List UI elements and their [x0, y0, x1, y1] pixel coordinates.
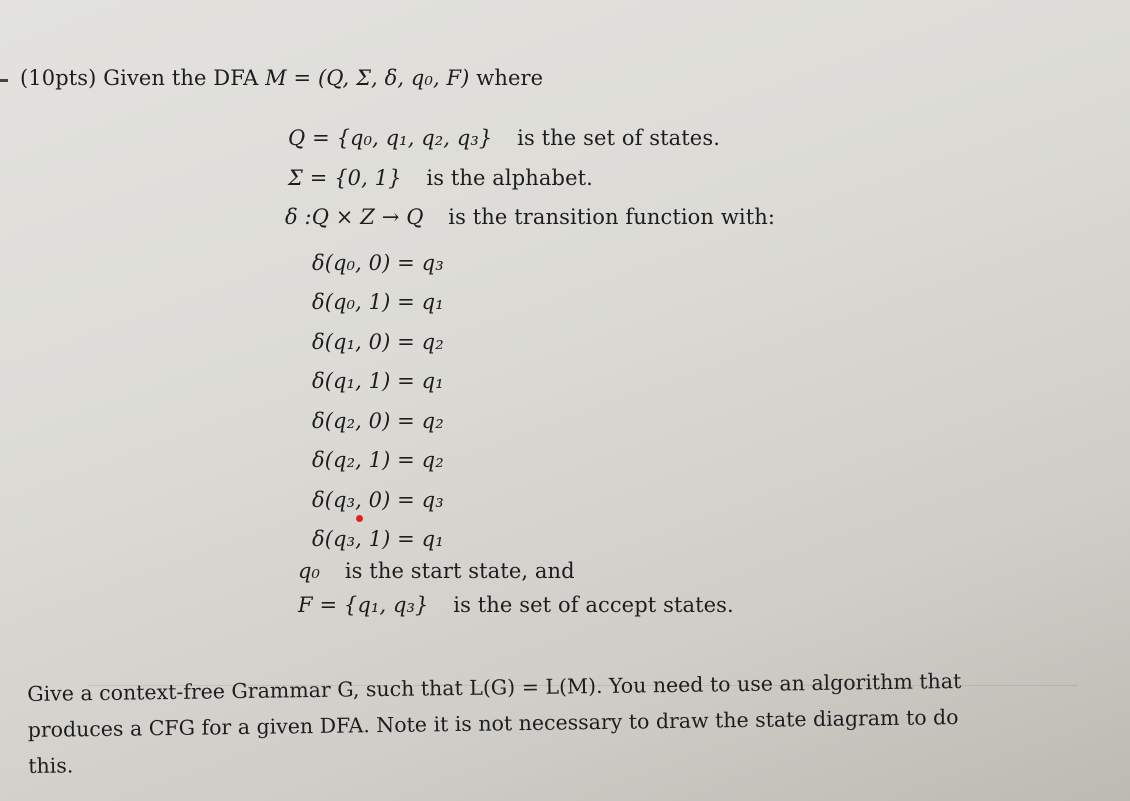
- states-line: [288, 126, 720, 150]
- accept-states-line: [298, 593, 734, 617]
- bullet-mark: [0, 79, 8, 82]
- question-line: Give a context-free Grammar G, such that L(G) = L(M). You need to use an algorithm that: [27, 668, 962, 706]
- alphabet-line: [288, 166, 593, 190]
- alphabet-math: Σ = {0, 1}: [288, 166, 402, 190]
- transition-rule: δ(q₁, 1) = q₁: [312, 369, 444, 393]
- transition-rule: δ(q₂, 0) = q₂: [312, 409, 444, 433]
- question-line: this.: [28, 753, 74, 778]
- states-math: Q = {q₀, q₁, q₂, q₃}: [288, 126, 493, 150]
- transition-rule: δ(q₀, 0) = q₃: [312, 251, 444, 275]
- transition-rule: δ(q₁, 0) = q₂: [312, 330, 444, 354]
- transition-math: δ :Q × Z → Q: [285, 205, 424, 229]
- start-math: q₀: [298, 559, 321, 583]
- points-label: (10pts): [20, 66, 97, 90]
- dfa-tuple: M = (Q, Σ, δ, q₀, F): [265, 66, 470, 90]
- accept-text: is the set of accept states.: [453, 593, 734, 617]
- transition-rule: δ(q₂, 1) = q₂: [312, 448, 444, 472]
- problem-header: [20, 66, 543, 90]
- question-line: produces a CFG for a given DFA. Note it is not necessary to draw the state diagram to do: [27, 704, 959, 742]
- start-state-line: [298, 559, 575, 583]
- transition-rule: δ(q₃, 0) = q₃: [312, 488, 444, 512]
- transition-rule: δ(q₃, 1) = q₁: [312, 527, 444, 551]
- where-text: where: [476, 66, 544, 90]
- alphabet-text: is the alphabet.: [426, 166, 593, 190]
- red-pen-dot: [356, 515, 363, 522]
- question-paragraph: [27, 661, 1118, 784]
- states-text: is the set of states.: [517, 126, 720, 150]
- start-text: is the start state, and: [344, 559, 575, 583]
- transition-rule: δ(q₀, 1) = q₁: [312, 290, 444, 314]
- intro-text: Given the DFA: [103, 66, 259, 90]
- transition-function-line: [285, 205, 775, 229]
- transition-text: is the transition function with:: [448, 205, 776, 229]
- accept-math: F = {q₁, q₃}: [298, 593, 429, 617]
